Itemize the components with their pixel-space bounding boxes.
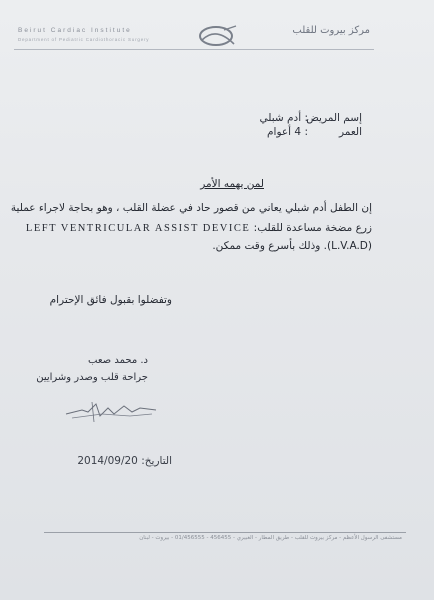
patient-name-label: إسم المريض xyxy=(306,112,362,124)
patient-age-value: : 4 أعوام xyxy=(267,126,308,138)
institute-name-en xyxy=(18,27,193,42)
heart-logo-icon xyxy=(194,24,240,48)
letter-line-2-en: LEFT VENTRICULAR ASSIST DEVICE xyxy=(25,223,251,234)
date-label: التاريخ: xyxy=(141,455,172,467)
date-line xyxy=(62,455,172,467)
letter-heading: لمن يهمه الأمر xyxy=(200,178,264,190)
institute-name-en-text: Beirut Cardiac Institute xyxy=(18,27,132,34)
patient-name-value: : أدم شبلي xyxy=(259,112,308,124)
footer-address: مستشفى الرسول الأعظم - مركز بيروت للقلب - طريق المطار - الغبيري - 456455 - 01/456555 - بيروت - لبنان xyxy=(139,535,402,541)
date-value: 2014/09/20 xyxy=(77,455,138,467)
signatory-title: جراحة قلب وصدر وشرايين xyxy=(36,372,148,383)
signatory-name: د. محمد صعب xyxy=(88,355,148,366)
letter-line-3: (L.V.A.D). وذلك بأسرع وقت ممكن. xyxy=(212,240,372,252)
handwritten-signature xyxy=(62,396,162,428)
letter-line-2-ar: زرع مضخة مساعدة للقلب: xyxy=(253,222,372,234)
footer-divider xyxy=(44,532,406,533)
institute-department-en: Department of Pediatric Cardiothoracic Surgery xyxy=(18,37,150,42)
header-divider xyxy=(14,49,374,50)
patient-age-label: العمر xyxy=(338,126,362,138)
letter-line-1: إن الطفل أدم شبلي يعاني من قصور حاد في عضلة القلب ، وهو بحاجة لاجراء عملية xyxy=(10,202,372,214)
closing-line: وتفضلوا بقبول فائق الإحترام xyxy=(49,294,172,306)
letter-line-2 xyxy=(25,222,372,234)
institute-name-ar: مركز بيروت للقلب xyxy=(292,25,370,36)
